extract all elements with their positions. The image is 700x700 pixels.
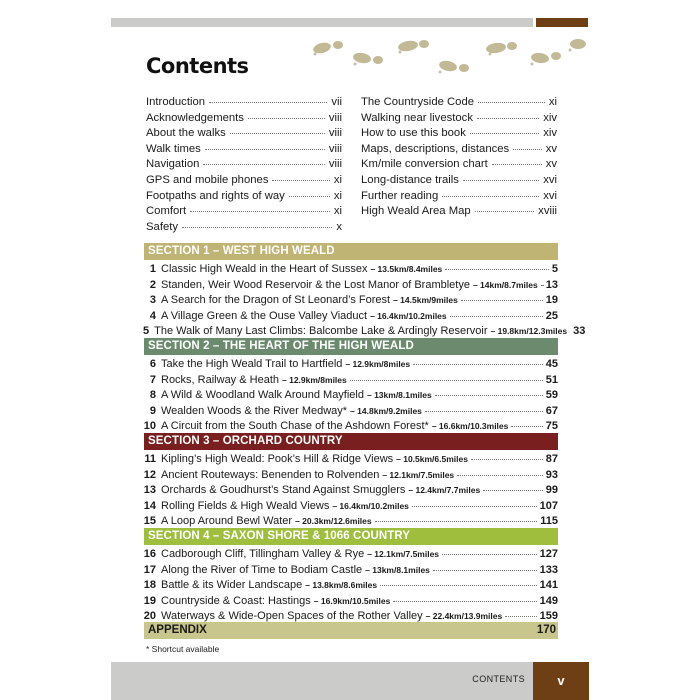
toc-entry-page: x: [336, 220, 342, 233]
walk-distance: – 16.4km/10.2miles: [370, 310, 447, 321]
walk-number: 19: [143, 594, 156, 607]
toc-right-column: [361, 95, 557, 220]
toc-entry-page: xv: [545, 142, 557, 155]
dot-leader: [475, 211, 534, 212]
walk-page: 159: [539, 610, 558, 622]
walk-section: [143, 243, 586, 340]
toc-entry[interactable]: [146, 157, 342, 173]
walk-number: 9: [149, 404, 156, 417]
walk-title: A Search for the Dragon of St Leonard’s Forest: [161, 294, 391, 306]
toc-entry-label: Walk times: [146, 142, 201, 155]
walk-page: 51: [545, 373, 558, 386]
walk-number: 8: [149, 389, 156, 401]
walk-distance: – 13.5km/8.4miles: [370, 264, 443, 274]
toc-entry-page: viii: [328, 127, 342, 140]
dot-leader: [541, 285, 543, 286]
toc-entry[interactable]: [146, 220, 342, 236]
dot-leader: [511, 426, 542, 427]
dot-leader: [209, 102, 327, 103]
dot-leader: [513, 149, 542, 150]
page-number-tab: [533, 662, 589, 700]
walk-title: Cadborough Cliff, Tillingham Valley & Rye: [161, 548, 365, 560]
section-header[interactable]: SECTION 4 – SAXON SHORE & 1066 COUNTRY: [144, 528, 558, 545]
walk-distance: – 14km/8.7miles: [472, 279, 538, 290]
walk-distance: – 10.5km/6.5miles: [396, 454, 468, 464]
dot-leader: [478, 102, 545, 103]
walk-title: Battle & its Wider Landscape: [161, 579, 303, 591]
toc-entry-label: Comfort: [146, 205, 187, 218]
walk-number: 1: [149, 263, 156, 275]
walk-page: 67: [545, 404, 558, 417]
walk-page: 33: [573, 325, 586, 337]
walk-distance: – 13.8km/8.6miles: [305, 580, 378, 590]
dot-leader: [471, 459, 543, 460]
top-brown-tab: [536, 18, 588, 27]
walk-distance: – 16.6km/10.3miles: [431, 421, 509, 431]
dot-leader: [182, 227, 332, 228]
walk-entry[interactable]: [144, 278, 558, 294]
toc-entry[interactable]: [146, 142, 342, 158]
walk-number: 5: [143, 325, 150, 337]
dot-leader: [505, 616, 536, 617]
toc-entry[interactable]: [361, 111, 557, 127]
walk-number: 15: [143, 515, 156, 527]
walk-number: 7: [149, 373, 156, 386]
section-header[interactable]: SECTION 3 – ORCHARD COUNTRY: [144, 433, 558, 450]
walk-number: 4: [149, 309, 156, 322]
toc-entry-page: viii: [328, 158, 342, 171]
walk-entry[interactable]: [144, 262, 558, 278]
dot-leader: [350, 380, 543, 381]
toc-entry-label: Introduction: [146, 96, 206, 108]
walk-title: Kipling’s High Weald: Pook’s Hill & Ridge Views: [161, 453, 394, 465]
dot-leader: [205, 149, 325, 150]
walk-entry[interactable]: [144, 404, 558, 420]
dot-leader: [190, 211, 330, 212]
walk-distance: – 13km/8.1miles: [365, 564, 430, 575]
toc-entry[interactable]: [146, 173, 342, 189]
walk-entry[interactable]: [144, 547, 558, 563]
walk-distance: – 20.3km/12.6miles: [295, 516, 372, 526]
dot-leader: [433, 570, 537, 571]
walk-number: 18: [143, 579, 156, 591]
walk-title: Rolling Fields & High Weald Views: [161, 499, 330, 512]
walk-page: 141: [539, 579, 558, 591]
walk-title: Wealden Woods & the River Medway*: [161, 404, 348, 417]
walk-title: Classic High Weald in the Heart of Sussex: [161, 263, 368, 275]
walk-title: Countryside & Coast: Hastings: [161, 594, 311, 607]
walk-distance: – 12.1km/7.5miles: [367, 549, 440, 559]
toc-entry-label: Footpaths and rights of way: [146, 189, 285, 202]
walk-section: [144, 433, 558, 530]
dot-leader: [477, 118, 539, 119]
walk-section: [144, 338, 558, 435]
dot-leader: [375, 521, 538, 522]
dot-leader: [425, 411, 543, 412]
walk-page: 5: [551, 263, 558, 275]
toc-entry[interactable]: [361, 173, 557, 189]
toc-entry-page: viii: [328, 111, 342, 124]
walk-distance: – 13km/8.1miles: [366, 390, 432, 400]
appendix-row[interactable]: [144, 622, 558, 639]
toc-entry-label: Further reading: [361, 189, 439, 202]
toc-entry-page: xiv: [543, 127, 557, 140]
dot-leader: [412, 506, 537, 507]
walk-title: Ancient Routeways: Benenden to Rolvenden: [161, 468, 380, 481]
toc-entry[interactable]: [361, 95, 557, 111]
walk-title: A Loop Around Bewl Water: [161, 515, 293, 527]
walk-entry[interactable]: [144, 293, 558, 309]
walk-page: 13: [545, 278, 558, 291]
dot-leader: [483, 490, 543, 491]
section-header[interactable]: SECTION 1 – WEST HIGH WEALD: [144, 243, 558, 260]
toc-entry-page: viii: [328, 142, 342, 155]
toc-entry-page: xi: [333, 189, 342, 202]
walk-title: A Circuit from the South Chase of the Ashdown Forest*: [161, 420, 429, 432]
toc-entry-label: Walking near livestock: [361, 111, 473, 124]
toc-entry[interactable]: [361, 204, 557, 220]
walk-page: 87: [545, 453, 558, 465]
walk-distance: – 12.9km/8miles: [282, 374, 347, 385]
walk-title: Orchards & Goudhurst’s Stand Against Smugglers: [161, 484, 406, 496]
walk-page: 19: [545, 294, 558, 306]
footer-section-label: CONTENTS: [472, 674, 525, 684]
toc-entry-label: Navigation: [146, 158, 200, 171]
walk-entry[interactable]: [144, 499, 558, 515]
toc-entry[interactable]: [146, 189, 342, 205]
walk-number: 14: [143, 499, 156, 512]
walk-page: 93: [545, 468, 558, 481]
dot-leader: [457, 475, 543, 476]
toc-entry-label: Maps, descriptions, distances: [361, 142, 510, 155]
toc-entry[interactable]: [361, 126, 557, 142]
toc-entry-page: xi: [333, 205, 342, 218]
toc-entry[interactable]: [361, 142, 557, 158]
toc-left-column: [146, 95, 342, 235]
toc-entry-label: GPS and mobile phones: [146, 173, 269, 186]
toc-entry-page: xvi: [543, 173, 557, 186]
toc-entry-label: Km/mile conversion chart: [361, 158, 488, 171]
walk-number: 20: [143, 610, 156, 622]
toc-entry-page: xi: [333, 173, 342, 186]
dot-leader: [442, 196, 539, 197]
toc-entry-page: vii: [331, 96, 342, 108]
walk-page: 75: [545, 420, 558, 432]
section-header[interactable]: SECTION 2 – THE HEART OF THE HIGH WEALD: [144, 338, 558, 355]
walk-page: 45: [545, 358, 558, 370]
appendix-label: APPENDIX: [148, 624, 207, 636]
walk-entry[interactable]: [144, 452, 558, 468]
toc-entry[interactable]: [146, 95, 342, 111]
walk-title: Waterways & Wide-Open Spaces of the Rother Valley: [161, 610, 423, 622]
dot-leader: [380, 585, 537, 586]
walk-title: The Walk of Many Last Climbs: Balcombe Lake & Ardingly Reservoir: [154, 325, 488, 337]
walk-title: Rocks, Railway & Heath: [161, 373, 279, 386]
dot-leader: [450, 316, 543, 317]
toc-entry-page: xviii: [538, 205, 557, 218]
walk-page: 107: [539, 499, 558, 512]
walk-entry[interactable]: [144, 483, 558, 499]
walk-page: 127: [539, 548, 558, 560]
walk-number: 2: [149, 278, 156, 291]
walk-page: 99: [545, 484, 558, 496]
toc-entry-label: Acknowledgements: [146, 111, 244, 124]
walk-number: 6: [149, 358, 156, 370]
toc-entry-label: Safety: [146, 220, 179, 233]
walk-entry[interactable]: [144, 388, 558, 404]
page-number: v: [557, 673, 565, 688]
walk-title: Standen, Weir Wood Reservoir & the Lost Manor of Brambletye: [161, 278, 470, 291]
walk-distance: – 16.4km/10.2miles: [332, 500, 409, 511]
dot-leader: [461, 300, 543, 301]
walk-page: 115: [540, 515, 558, 527]
toc-entry[interactable]: [361, 189, 557, 205]
walk-number: 10: [143, 420, 156, 432]
walk-number: 12: [143, 468, 156, 481]
dot-leader: [230, 133, 325, 134]
toc-entry-label: About the walks: [146, 127, 226, 140]
walk-distance: – 12.1km/7.5miles: [382, 469, 455, 480]
walk-entry[interactable]: [144, 373, 558, 389]
dot-leader: [463, 180, 539, 181]
dot-leader: [435, 395, 543, 396]
toc-entry-label: How to use this book: [361, 127, 466, 140]
walk-entry[interactable]: [144, 357, 558, 373]
toc-entry-page: xv: [545, 158, 557, 171]
walk-section: [144, 528, 558, 625]
walk-page: 25: [545, 309, 558, 322]
walk-distance: – 14.5km/9miles: [393, 295, 458, 305]
toc-entry[interactable]: [361, 157, 557, 173]
walk-number: 16: [143, 548, 156, 560]
walk-page: 149: [539, 594, 558, 607]
dot-leader: [442, 554, 537, 555]
walk-entry[interactable]: [144, 578, 558, 594]
toc-entry[interactable]: [146, 126, 342, 142]
dot-leader: [492, 164, 542, 165]
toc-entry-label: High Weald Area Map: [361, 205, 471, 218]
top-grey-bar: [111, 18, 533, 27]
walk-number: 13: [143, 484, 156, 496]
footprints-icon: [300, 36, 600, 86]
walk-page: 59: [545, 389, 558, 401]
walk-title: A Wild & Woodland Walk Around Mayfield: [161, 389, 364, 401]
walk-entry[interactable]: [144, 309, 558, 325]
dot-leader: [289, 196, 330, 197]
appendix-page: 170: [536, 624, 556, 636]
walk-distance: – 12.9km/8miles: [345, 359, 411, 369]
walk-number: 17: [143, 563, 156, 576]
footnote: * Shortcut available: [146, 644, 220, 654]
page-title: Contents: [146, 54, 249, 78]
toc-entry-page: xi: [548, 96, 557, 108]
walk-title: Take the High Weald Trail to Hartfield: [161, 358, 343, 370]
dot-leader: [413, 364, 543, 365]
walk-distance: – 19.8km/12.3miles: [490, 326, 568, 336]
walk-title: A Village Green & the Ouse Valley Viaduct: [161, 309, 368, 322]
dot-leader: [248, 118, 325, 119]
walk-page: 133: [539, 563, 558, 576]
toc-entry[interactable]: [146, 111, 342, 127]
dot-leader: [393, 601, 536, 602]
dot-leader: [203, 164, 324, 165]
walk-distance: – 12.4km/7.7miles: [408, 485, 481, 495]
dot-leader: [445, 269, 549, 270]
walk-distance: – 16.9km/10.5miles: [313, 595, 391, 606]
walk-number: 11: [144, 453, 156, 465]
toc-entry-page: xiv: [543, 111, 557, 124]
walk-entry[interactable]: [144, 468, 558, 484]
dot-leader: [272, 180, 329, 181]
walk-entry[interactable]: [144, 594, 558, 610]
bottom-grey-bar: [111, 662, 533, 700]
walk-number: 3: [149, 294, 156, 306]
toc-entry-label: The Countryside Code: [361, 96, 475, 108]
dot-leader: [470, 133, 539, 134]
walk-entry[interactable]: [144, 563, 558, 579]
walk-title: Along the River of Time to Bodiam Castle: [161, 563, 363, 576]
toc-entry[interactable]: [146, 204, 342, 220]
walk-distance: – 22.4km/13.9miles: [425, 611, 503, 621]
walk-distance: – 14.8km/9.2miles: [350, 405, 422, 416]
toc-entry-label: Long-distance trails: [361, 173, 459, 186]
toc-entry-page: xvi: [543, 189, 557, 202]
